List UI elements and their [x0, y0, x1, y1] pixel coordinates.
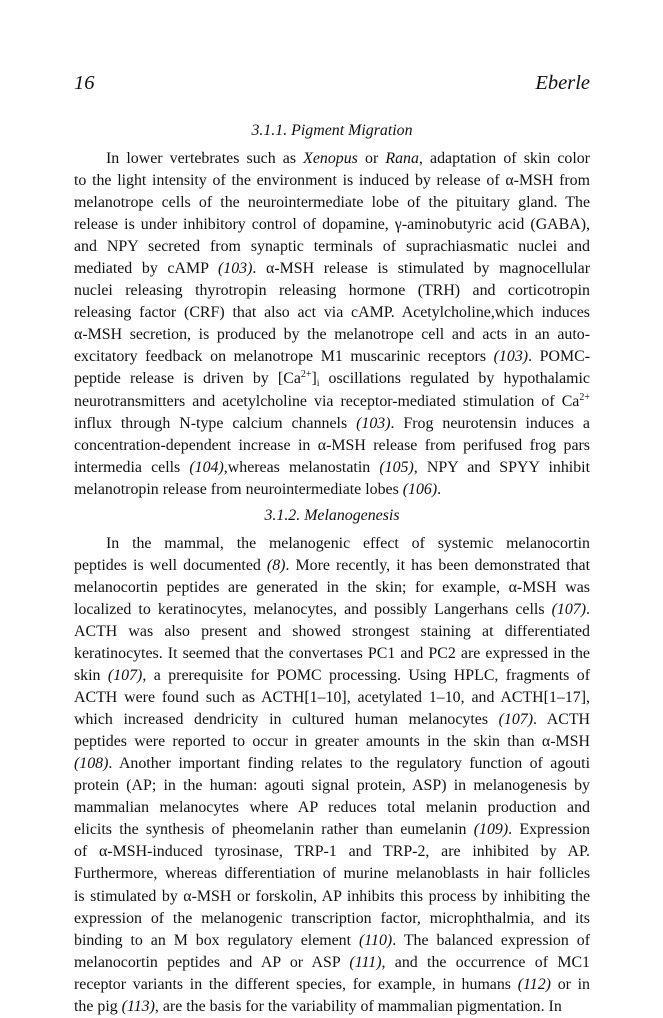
text-run: , are the basis for the variability of mammalian pigmentation. In: [154, 997, 562, 1015]
italic-run: Rana: [385, 150, 419, 167]
text-run: , adaptation of skin color: [418, 150, 590, 167]
text-run: . More recently, it has been demonstrated that: [285, 556, 590, 574]
italic-run: (112): [517, 975, 551, 993]
text-line: [74, 577, 590, 599]
text-line: [74, 391, 590, 413]
text-line: [74, 841, 590, 863]
italic-run: (107): [498, 711, 534, 729]
text-run: and NPY secreted from synaptic terminals of suprachiasmatic nuclei and: [74, 238, 590, 256]
superscript: 2+: [300, 369, 312, 381]
text-line: [74, 413, 590, 435]
text-line: [74, 621, 590, 643]
text-line: [74, 775, 590, 797]
italic-run: Xenopus: [303, 150, 358, 167]
text-run: intermedia cells: [74, 458, 190, 476]
text-line: [74, 435, 590, 457]
text-line: [74, 170, 590, 192]
text-run: . Expression: [508, 821, 591, 839]
text-run: of α-MSH-induced tyrosinase, TRP-1 and TRP-2, are inhibited by AP.: [74, 843, 590, 861]
section-pigment-migration: [74, 120, 590, 501]
subscript: i: [316, 378, 320, 389]
page-number: 16: [74, 72, 95, 94]
text-run: elicits the synthesis of pheomelanin rather than eumelanin: [74, 821, 474, 839]
text-run: mediated by cAMP: [74, 260, 218, 278]
italic-run: (110): [358, 931, 393, 949]
text-run: which increased dendricity in cultured human melanocytes: [74, 711, 499, 729]
text-line: [74, 324, 590, 346]
text-line: [74, 797, 590, 819]
text-run: melanocortin peptides are generated in the skin; for example, α-MSH was: [74, 578, 590, 596]
text-run: , a prerequisite for POMC processing. Using HPLC, fragments of: [142, 667, 591, 685]
text-line: [74, 863, 590, 885]
text-run: nuclei releasing thyrotropin releasing hormone (TRH) and corticotropin: [74, 282, 590, 300]
text-run: localized to keratinocytes, melanocytes, and possibly Langerhans cells: [74, 600, 552, 618]
italic-run: (107): [107, 667, 143, 685]
running-header: [74, 72, 590, 102]
text-line: [74, 952, 590, 974]
text-line: [74, 930, 590, 952]
text-line: [74, 214, 590, 236]
text-run: excitatory feedback on melanotrope M1 muscarinic receptors: [74, 348, 494, 366]
text-line: [74, 665, 590, 687]
text-line: [74, 479, 590, 501]
body-text: [74, 120, 590, 1018]
italic-run: (111): [349, 953, 382, 971]
text-line: [74, 599, 590, 621]
text-run: mammalian melanocytes where AP reduces total melanin production and: [74, 799, 590, 817]
text-run: melanotrope cells of the neurointermediate lobe of the pituitary gland. The: [74, 194, 590, 212]
text-line: [74, 643, 590, 665]
italic-run: (103): [493, 348, 529, 366]
text-run: or in: [550, 975, 591, 993]
italic-run: (113): [121, 997, 155, 1015]
text-run: . POMC-: [528, 348, 591, 366]
text-line: [74, 192, 590, 214]
section-melanogenesis: [74, 505, 590, 1018]
text-run: protein (AP; in the human: agouti signal protein, ASP) in melanogenesis by: [74, 777, 590, 795]
text-run: . The balanced expression of: [392, 931, 590, 949]
text-run: In lower vertebrates such as: [106, 150, 304, 167]
italic-run: (104): [189, 458, 224, 476]
italic-run: (103): [217, 260, 253, 278]
text-line: [74, 886, 590, 908]
text-line: [74, 368, 590, 390]
text-line: [74, 687, 590, 709]
text-run: neurotransmitters and acetylcholine via receptor-mediated stimulation of Ca: [74, 392, 580, 410]
text-run: . Another important finding relates to the regulatory function of agouti: [108, 755, 590, 773]
text-run: .: [437, 480, 442, 498]
section-heading: 3.1.1. Pigment Migration: [251, 122, 413, 139]
text-run: melanocortin peptides and AP or ASP: [74, 953, 350, 971]
text-run: α-MSH secretion, is produced by the melanotrope cell and acts in an auto-: [74, 326, 590, 344]
text-line: [74, 819, 590, 841]
text-run: is stimulated by α-MSH or forskolin, AP inhibits this process by inhibiting the: [74, 887, 590, 905]
text-run: ,whereas melanostatin: [223, 458, 380, 476]
text-line: [74, 555, 590, 577]
text-run: melanotropin release from neurointermediate lobes: [74, 480, 403, 498]
text-line: [74, 974, 590, 996]
text-line: [74, 236, 590, 258]
text-run: release is under inhibitory control of dopamine, γ-aminobutyric acid (GABA),: [74, 216, 590, 234]
section-body: [74, 533, 590, 1018]
text-run: expression of the melanogenic transcription factor, microphthalmia, and its: [74, 909, 590, 927]
text-run: receptor variants in the different species, for example, in humans: [74, 975, 518, 993]
italic-run: (108): [74, 755, 109, 773]
superscript: 2+: [579, 391, 590, 403]
text-line: [74, 346, 590, 368]
text-run: ]: [311, 370, 317, 388]
text-run: or: [357, 150, 386, 167]
text-run: to the light intensity of the environment is induced by release of α-MSH from: [74, 172, 590, 190]
text-run: Furthermore, whereas differentiation of murine melanoblasts in hair follicles: [74, 865, 590, 883]
text-line: [74, 533, 590, 555]
italic-run: (106): [402, 480, 438, 498]
text-run: peptides were reported to occur in greater amounts in the skin than α-MSH: [74, 733, 590, 751]
text-run: ACTH was also present and showed strongest staining at differentiated: [74, 622, 590, 640]
text-run: In the mammal, the melanogenic effect of systemic melanocortin: [106, 534, 590, 552]
text-run: . ACTH: [533, 711, 591, 729]
text-run: . α-MSH release is stimulated by magnocellular: [252, 260, 590, 278]
text-line: [74, 280, 590, 302]
text-run: skin: [74, 667, 108, 685]
text-run: oscillations regulated by hypothalamic: [319, 370, 590, 388]
text-line: [74, 731, 590, 753]
text-run: concentration-dependent increase in α-MSH release from perifused frog pars: [74, 436, 590, 454]
text-line: [74, 148, 590, 170]
text-line: [74, 457, 590, 479]
italic-run: (8): [266, 556, 286, 574]
text-run: peptide release is driven by [Ca: [74, 370, 301, 388]
text-line: [74, 908, 590, 930]
italic-run: (103): [356, 414, 391, 432]
text-line: [74, 258, 590, 280]
text-run: .: [586, 600, 590, 618]
italic-run: (107): [551, 600, 587, 618]
text-line: [74, 996, 590, 1018]
text-run: keratinocytes. It seemed that the convertases PC1 and PC2 are expressed in the: [74, 644, 590, 662]
italic-run: (109): [473, 821, 509, 839]
text-line: [74, 753, 590, 775]
text-run: releasing factor (CRF) that also act via cAMP. Acetylcholine,which induces: [74, 304, 590, 322]
text-run: ACTH were found such as ACTH[1–10], acetylated 1–10, and ACTH[1–17],: [74, 689, 590, 707]
text-line: [74, 302, 590, 324]
text-run: the pig: [74, 997, 122, 1015]
text-run: peptides is well documented: [74, 556, 267, 574]
italic-run: (105): [379, 458, 414, 476]
text-run: , NPY and SPYY inhibit: [413, 458, 590, 476]
section-heading: 3.1.2. Melanogenesis: [264, 506, 400, 524]
running-author: Eberle: [535, 72, 590, 94]
text-line: [74, 709, 590, 731]
text-run: binding to an M box regulatory element: [74, 931, 359, 949]
section-body: [74, 148, 590, 501]
text-run: , and the occurrence of MC1: [381, 953, 590, 971]
text-run: . Frog neurotensin induces a: [390, 414, 590, 432]
text-run: influx through N-type calcium channels: [74, 414, 357, 432]
